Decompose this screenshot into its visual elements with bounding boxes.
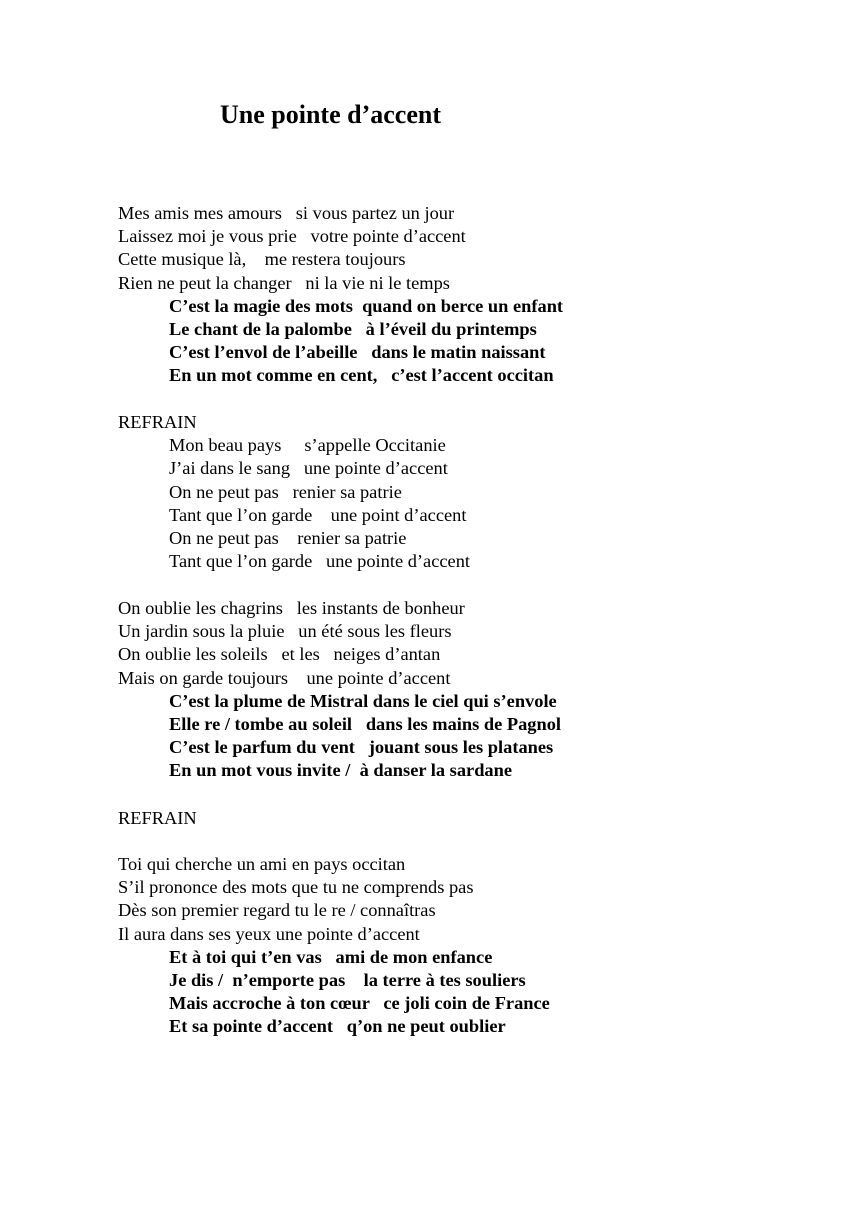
verse-line: Mes amis mes amours si vous partez un jour <box>118 203 455 223</box>
verse-line: Laissez moi je vous prie votre pointe d’accent <box>118 226 466 247</box>
verse-line: Il aura dans ses yeux une pointe d’accent <box>118 923 420 944</box>
verse-bold-line: En un mot vous invite / à danser la sardane <box>169 760 513 781</box>
verse-3 <box>118 853 550 1039</box>
verse-bold-line: Elle re / tombe au soleil dans les mains de Pagnol <box>169 713 562 734</box>
refrain-line: On ne peut pas renier sa patrie <box>169 527 407 548</box>
verse-line: Dès son premier regard tu le re / connaîtras <box>118 900 436 921</box>
verse-2 <box>118 597 561 783</box>
verse-line: Cette musique là, me restera toujours <box>118 249 406 270</box>
refrain-label: REFRAIN <box>118 412 197 432</box>
refrain-label: REFRAIN <box>118 808 197 828</box>
refrain-line: Mon beau pays s’appelle Occitanie <box>169 435 446 456</box>
verse-line: Rien ne peut la changer ni la vie ni le temps <box>118 272 450 293</box>
verse-bold-line: Le chant de la palombe à l’éveil du printemps <box>169 318 537 339</box>
verse-line: On oublie les chagrins les instants de bonheur <box>118 598 465 618</box>
verse-line: Toi qui cherche un ami en pays occitan <box>118 854 406 874</box>
verse-bold-line: Je dis / n’emporte pas la terre à tes souliers <box>169 969 526 990</box>
verse-bold-line: C’est le parfum du vent jouant sous les platanes <box>169 737 554 758</box>
refrain-repeat <box>118 807 197 830</box>
refrain-line: On ne peut pas renier sa patrie <box>169 481 402 502</box>
verse-line: S’il prononce des mots que tu ne comprends pas <box>118 877 474 898</box>
refrain <box>118 411 470 573</box>
verse-line: Un jardin sous la pluie un été sous les fleurs <box>118 621 452 642</box>
page-title: Une pointe d’accent <box>220 100 441 129</box>
verse-bold-line: C’est la magie des mots quand on berce un enfant <box>169 295 564 316</box>
verse-bold-line: Mais accroche à ton cœur ce joli coin de France <box>169 993 550 1014</box>
refrain-line: J’ai dans le sang une pointe d’accent <box>169 458 448 479</box>
verse-bold-line: C’est la plume de Mistral dans le ciel qui s’envole <box>169 690 557 711</box>
verse-line: Mais on garde toujours une pointe d’accent <box>118 667 451 688</box>
verse-1 <box>118 202 563 388</box>
verse-line: On oublie les soleils et les neiges d’antan <box>118 644 441 665</box>
verse-bold-line: Et à toi qui t’en vas ami de mon enfance <box>169 946 493 967</box>
verse-bold-line: C’est l’envol de l’abeille dans le matin naissant <box>169 342 546 363</box>
verse-bold-line: En un mot comme en cent, c’est l’accent occitan <box>169 365 554 386</box>
verse-bold-line: Et sa pointe d’accent q’on ne peut oublier <box>169 1016 506 1037</box>
refrain-line: Tant que l’on garde une pointe d’accent <box>169 551 471 572</box>
refrain-line: Tant que l’on garde une point d’accent <box>169 504 467 525</box>
